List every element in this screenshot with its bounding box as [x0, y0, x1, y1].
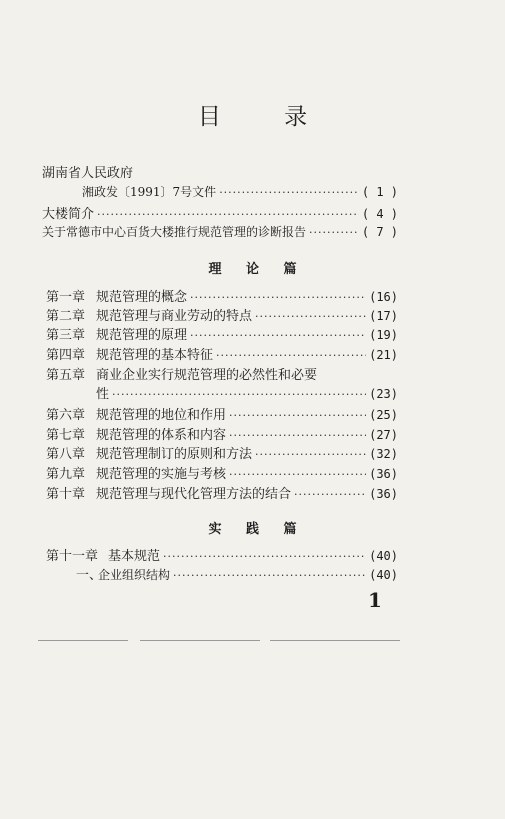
- dot-leader: [229, 468, 366, 481]
- toc-entry-theory-9[interactable]: [46, 483, 398, 501]
- toc-page: (25): [369, 408, 398, 422]
- toc-entry-theory-4[interactable]: [46, 364, 398, 382]
- toc-entry-practice-0[interactable]: [46, 545, 398, 563]
- section-heading-practice: 实 践 篇: [208, 522, 307, 537]
- toc-page: (32): [369, 447, 398, 461]
- dot-leader: [163, 550, 366, 563]
- page-title: 目 录: [197, 104, 336, 130]
- dot-leader: [173, 569, 366, 582]
- dot-leader: [190, 329, 366, 342]
- toc-entry-theory-7[interactable]: [46, 443, 398, 461]
- toc-entry-front-1[interactable]: [82, 183, 398, 201]
- chapter-number: 第二章: [46, 309, 86, 324]
- toc-entry-practice-1[interactable]: [76, 564, 398, 582]
- toc-page: ( 7 ): [361, 225, 398, 239]
- toc-page: (27): [369, 428, 398, 442]
- chapter-number: 第十章: [46, 487, 86, 502]
- toc-label: 湘政发〔1991〕7号文件: [82, 185, 217, 199]
- toc-page: (40): [369, 549, 398, 563]
- toc-label: 基本规范: [108, 549, 161, 564]
- dot-leader: [97, 208, 359, 221]
- toc-entry-theory-0[interactable]: [46, 286, 398, 304]
- scan-rule: [38, 640, 128, 641]
- toc-page: (19): [369, 328, 398, 342]
- dot-leader: [229, 409, 366, 422]
- chapter-number: 第六章: [46, 408, 86, 423]
- toc-entry-theory-2[interactable]: [46, 324, 398, 342]
- scan-rule: [140, 640, 260, 641]
- toc-page: (16): [369, 290, 398, 304]
- toc-label: 规范管理与商业劳动的特点: [96, 309, 253, 324]
- chapter-number: 第一章: [46, 290, 86, 305]
- chapter-number: 第七章: [46, 428, 86, 443]
- dot-leader: [112, 388, 366, 401]
- toc-page: (36): [369, 487, 398, 501]
- toc-page: (36): [369, 467, 398, 481]
- toc-entry-front-3[interactable]: [42, 223, 398, 241]
- toc-label: 大楼简介: [42, 207, 95, 222]
- dot-leader: [216, 349, 366, 362]
- scan-rule: [270, 640, 400, 641]
- toc-label: 规范管理的体系和内容: [96, 428, 227, 443]
- toc-page: ( 4 ): [361, 207, 398, 221]
- toc-label: 关于常德市中心百货大楼推行规范管理的诊断报告: [42, 225, 307, 239]
- toc-entry-theory-3[interactable]: [46, 344, 398, 362]
- dot-leader: [255, 448, 366, 461]
- toc-page: (23): [369, 387, 398, 401]
- toc-label: 规范管理与现代化管理方法的结合: [96, 487, 292, 502]
- section-number: 一、: [76, 568, 103, 583]
- dot-leader: [255, 310, 366, 323]
- toc-page: (21): [369, 348, 398, 362]
- toc-entry-theory-4-cont[interactable]: [96, 383, 398, 401]
- toc-entry-theory-8[interactable]: [46, 463, 398, 481]
- toc-label-continued: 性: [96, 387, 110, 402]
- page-number: 1: [368, 588, 382, 612]
- dot-leader: [190, 291, 366, 304]
- dot-leader: [309, 226, 359, 239]
- dot-leader: [294, 488, 366, 501]
- toc-label: 规范管理的地位和作用: [96, 408, 227, 423]
- dot-leader: [229, 429, 366, 442]
- toc-page: (40): [369, 568, 398, 582]
- toc-page: ( 1 ): [361, 185, 398, 199]
- toc-page: (17): [369, 309, 398, 323]
- chapter-number: 第十一章: [46, 549, 99, 564]
- chapter-number: 第九章: [46, 467, 86, 482]
- chapter-number: 第四章: [46, 348, 86, 363]
- toc-label: 商业企业实行规范管理的必然性和必要: [96, 368, 318, 383]
- dot-leader: [219, 186, 359, 199]
- section-heading-theory: 理 论 篇: [208, 262, 307, 277]
- toc-entry-theory-6[interactable]: [46, 424, 398, 442]
- toc-label: 规范管理的原理: [96, 328, 188, 343]
- chapter-number: 第五章: [46, 368, 86, 383]
- toc-entry-front-2[interactable]: [42, 203, 398, 221]
- chapter-number: 第三章: [46, 328, 86, 343]
- chapter-number: 第八章: [46, 447, 86, 462]
- front-item-0-label: 湖南省人民政府: [42, 166, 134, 181]
- toc-entry-theory-5[interactable]: [46, 404, 398, 422]
- toc-label: 规范管理制订的原则和方法: [96, 447, 253, 462]
- toc-label: 企业组织结构: [98, 568, 171, 582]
- toc-label: 规范管理的基本特征: [96, 348, 214, 363]
- toc-label: 规范管理的实施与考核: [96, 467, 227, 482]
- toc-entry-theory-1[interactable]: [46, 305, 398, 323]
- toc-label: 规范管理的概念: [96, 290, 188, 305]
